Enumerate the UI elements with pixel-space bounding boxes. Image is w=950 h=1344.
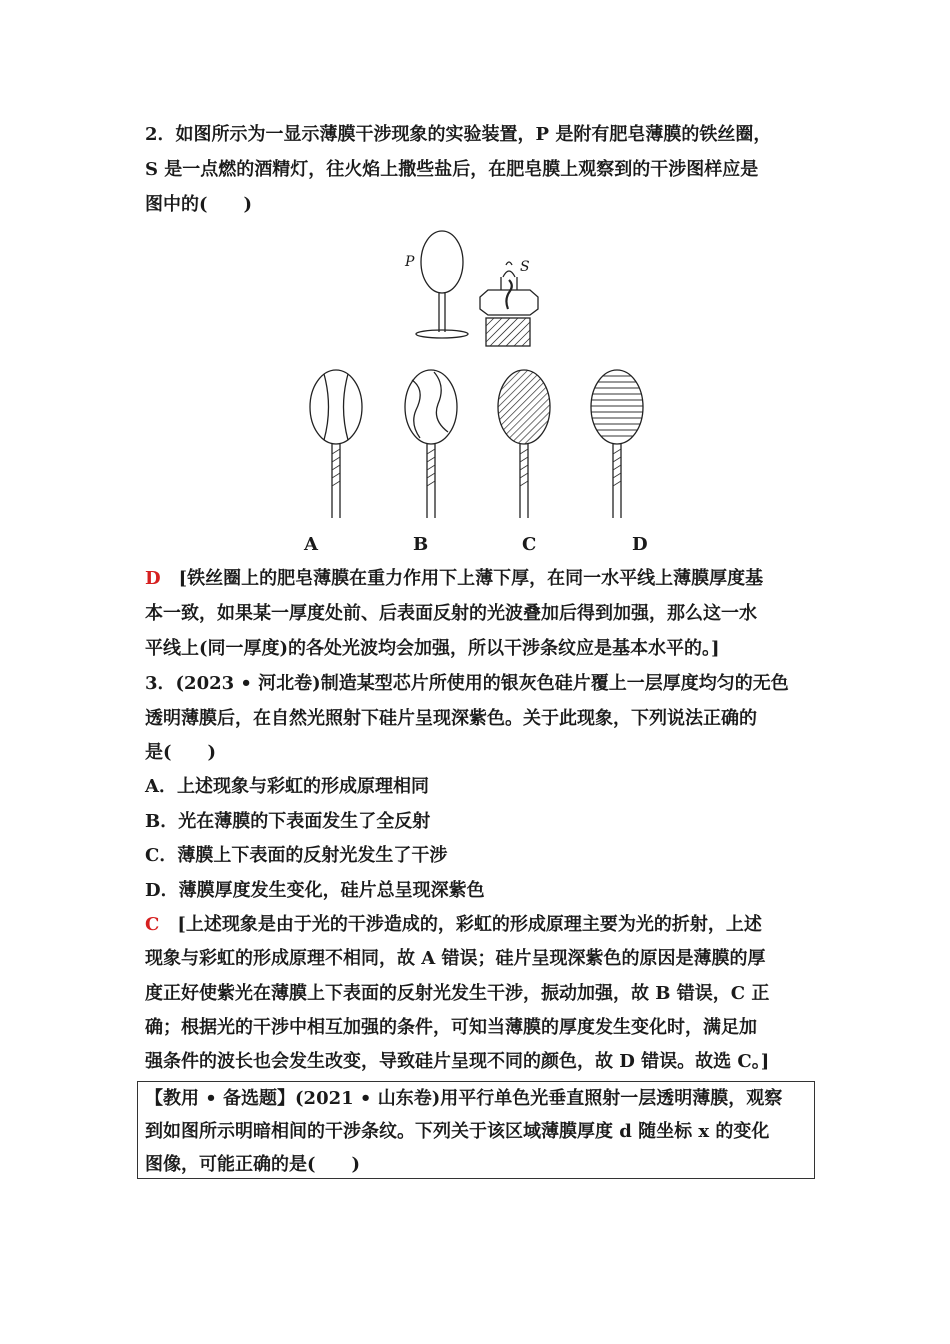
q3-line-3: 是( ) (145, 742, 217, 763)
option-c-label: C (522, 534, 537, 555)
box-line-1: 【教用 • 备选题】(2021 • 山东卷)用平行单色光垂直照射一层透明薄膜，观察 (145, 1088, 783, 1109)
apparatus-diagram (400, 225, 545, 353)
label-s: S (520, 259, 530, 275)
option-b-figure (400, 362, 462, 520)
q3-answer: C (145, 914, 160, 935)
option-d-label: D (632, 534, 648, 555)
q2-line-3: 图中的( ) (145, 194, 253, 215)
label-p: P (405, 254, 415, 270)
option-b-label: B (413, 534, 429, 555)
box-line-3: 图像，可能正确的是( ) (145, 1154, 361, 1175)
q3-choice-b: B．光在薄膜的下表面发生了全反射 (145, 811, 431, 832)
q3-explanation-4: 确；根据光的干涉中相互加强的条件，可知当薄膜的厚度发生变化时，满足加 (145, 1017, 757, 1038)
q2-explanation-1: D [铁丝圈上的肥皂薄膜在重力作用下上薄下厚，在同一水平线上薄膜厚度基 (145, 568, 764, 589)
q2-explanation-2: 本一致，如果某一厚度处前、后表面反射的光波叠加后得到加强，那么这一水 (145, 603, 757, 624)
q3-choice-d: D．薄膜厚度发生变化，硅片总呈现深紫色 (145, 880, 485, 901)
q2-line-1: 2．如图所示为一显示薄膜干涉现象的实验装置，P 是附有肥皂薄膜的铁丝圈， (145, 124, 772, 145)
q2-explanation-3: 平线上(同一厚度)的各处光波均会加强，所以干涉条纹应是基本水平的。] (145, 638, 720, 659)
option-a-figure (305, 362, 367, 520)
q3-line-2: 透明薄膜后，在自然光照射下硅片呈现深紫色。关于此现象，下列说法正确的 (145, 708, 757, 729)
q3-explanation-1: C [上述现象是由于光的干涉造成的，彩虹的形成原理主要为光的折射，上述 (145, 914, 762, 935)
q3-choice-a: A．上述现象与彩虹的形成原理相同 (145, 776, 429, 797)
q3-explanation-3: 度正好使紫光在薄膜上下表面的反射光发生干涉，振动加强，故 B 错误，C 正 (145, 983, 770, 1004)
option-c-figure (493, 362, 555, 520)
option-d-figure (586, 362, 648, 520)
option-a-label: A (304, 534, 318, 555)
box-line-2: 到如图所示明暗相间的干涉条纹。下列关于该区域薄膜厚度 d 随坐标 x 的变化 (145, 1121, 770, 1142)
q3-choice-c: C．薄膜上下表面的反射光发生了干涉 (145, 845, 448, 866)
q3-explanation-5: 强条件的波长也会发生改变，导致硅片呈现不同的颜色，故 D 错误。故选 C。] (145, 1051, 770, 1072)
q2-answer: D (145, 568, 161, 589)
q3-line-1: 3．(2023 • 河北卷)制造某型芯片所使用的银灰色硅片覆上一层厚度均匀的无色 (145, 673, 789, 694)
q3-explanation-2: 现象与彩虹的形成原理不相同，故 A 错误；硅片呈现深紫色的原因是薄膜的厚 (145, 948, 766, 969)
q2-line-2: S 是一点燃的酒精灯，往火焰上撒些盐后，在肥皂膜上观察到的干涉图样应是 (145, 159, 759, 180)
